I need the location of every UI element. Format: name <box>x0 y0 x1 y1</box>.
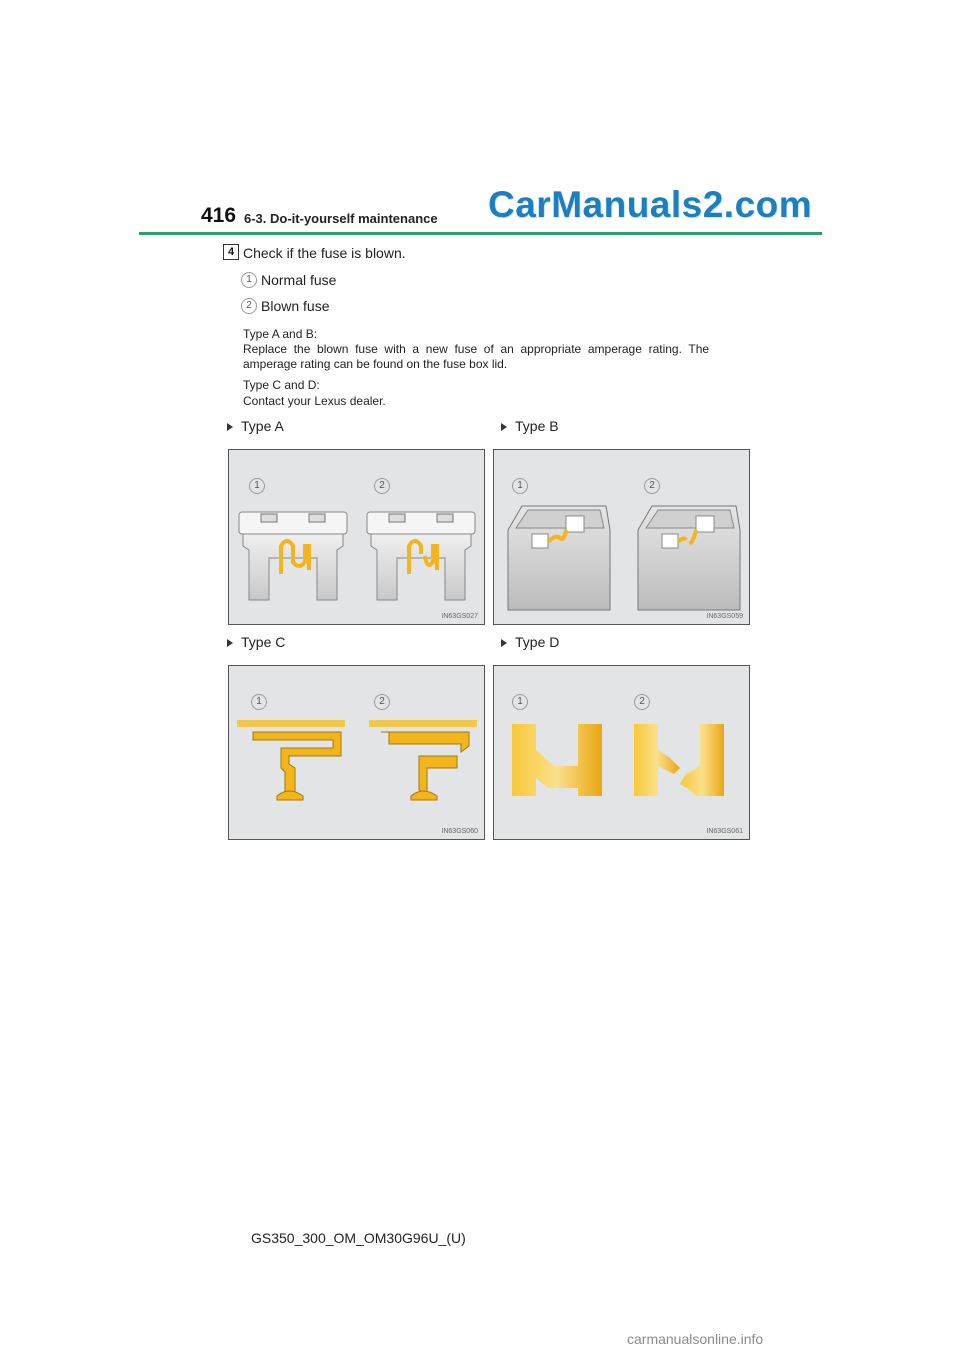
normal-fuse-illustration <box>239 512 347 600</box>
figure-type-a <box>228 449 485 625</box>
triangle-bullet-icon <box>501 639 507 647</box>
figure-marker-1: 1 <box>512 478 528 494</box>
figure-marker-1: 1 <box>251 694 267 710</box>
figure-type-c <box>228 665 485 840</box>
page-number: 416 <box>201 204 237 227</box>
type-c-label: Type C <box>227 634 285 650</box>
blown-fuse-label: Blown fuse <box>261 298 330 314</box>
step-instruction: Check if the fuse is blown. <box>243 245 406 261</box>
note-ab-line2: amperage rating can be found on the fuse box lid. <box>243 357 508 371</box>
step-number-badge: 4 <box>223 244 239 260</box>
watermark-logo: CarManuals2.com <box>488 184 813 225</box>
figure-code: IN63GS061 <box>706 828 743 835</box>
figure-type-b <box>493 449 750 625</box>
note-ab-heading: Type A and B: <box>243 327 318 341</box>
blown-fuse-illustration <box>634 724 724 796</box>
note-cd-heading: Type C and D: <box>243 378 320 392</box>
normal-fuse-label: Normal fuse <box>261 272 337 288</box>
figure-code: IN63GS059 <box>706 613 743 620</box>
section-title: 6-3. Do-it-yourself maintenance <box>244 211 438 226</box>
figure-marker-2: 2 <box>374 694 390 710</box>
note-ab-line1: Replace the blown fuse with a new fuse of an appropriate amperage rating. The <box>243 342 710 356</box>
figure-marker-2: 2 <box>644 478 660 494</box>
figure-marker-1: 1 <box>249 478 265 494</box>
blown-fuse-illustration <box>369 720 477 800</box>
marker-2: 2 <box>241 298 257 314</box>
triangle-bullet-icon <box>227 423 233 431</box>
type-d-label: Type D <box>501 634 559 650</box>
type-a-label: Type A <box>227 418 284 434</box>
normal-fuse-illustration <box>508 506 610 610</box>
footer-watermark: carmanualsonline.info <box>627 1331 764 1347</box>
figure-code: IN63GS060 <box>441 828 478 835</box>
figure-marker-2: 2 <box>634 694 650 710</box>
figure-marker-1: 1 <box>512 694 528 710</box>
header-rule <box>139 232 822 235</box>
figure-code: IN63GS027 <box>441 613 478 620</box>
blown-fuse-illustration <box>367 512 475 600</box>
triangle-bullet-icon <box>501 423 507 431</box>
figure-marker-2: 2 <box>374 478 390 494</box>
normal-fuse-illustration <box>237 720 345 800</box>
marker-1: 1 <box>241 272 257 288</box>
figure-type-d <box>493 665 750 840</box>
document-id: GS350_300_OM_OM30G96U_(U) <box>251 1230 466 1246</box>
triangle-bullet-icon <box>227 639 233 647</box>
normal-fuse-illustration <box>512 724 602 796</box>
type-b-label: Type B <box>501 418 559 434</box>
blown-fuse-illustration <box>638 506 740 610</box>
note-cd-line1: Contact your Lexus dealer. <box>243 394 386 408</box>
